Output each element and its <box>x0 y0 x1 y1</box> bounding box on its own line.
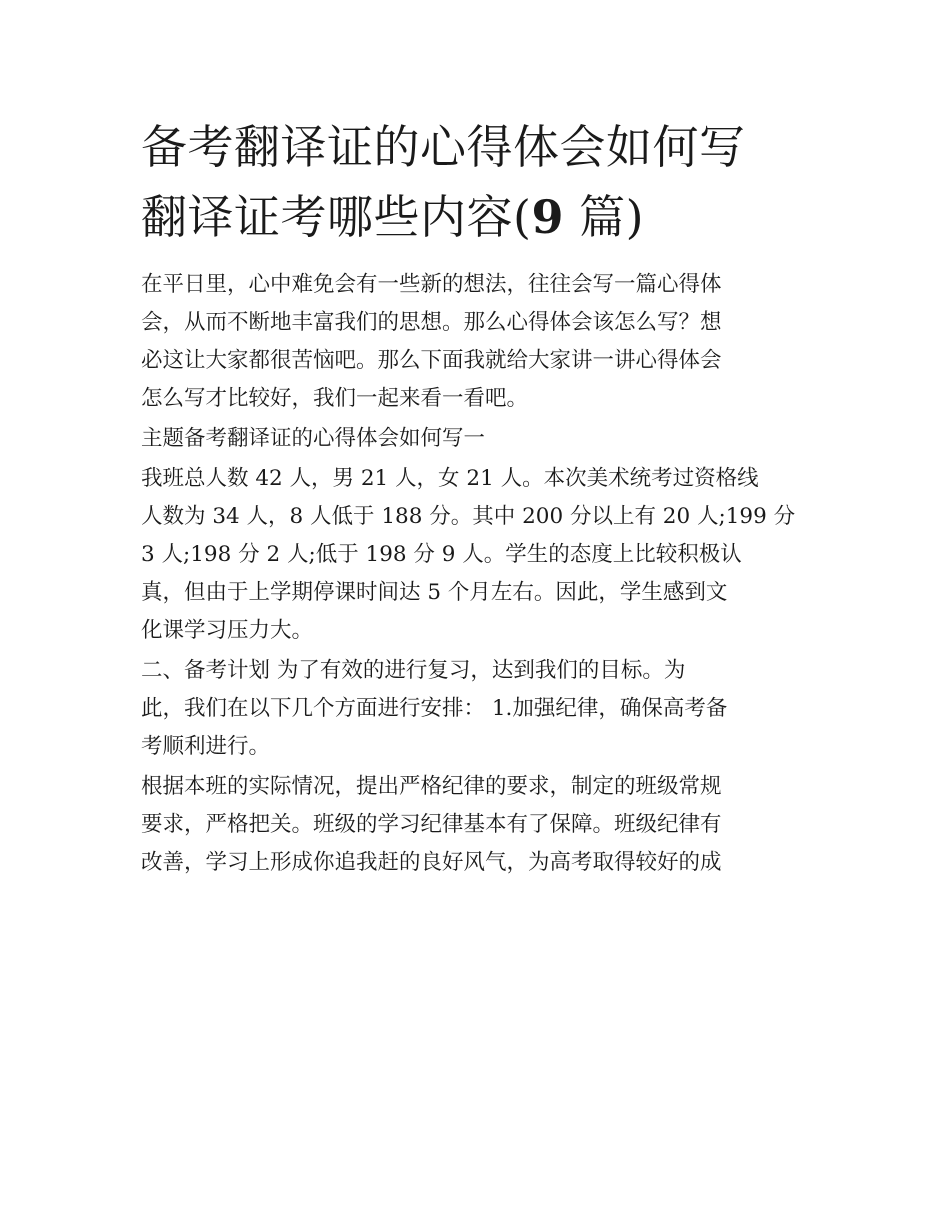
document-body <box>141 266 813 882</box>
title-line-2-suffix: 篇) <box>563 190 645 244</box>
paragraph-line: 二、备考计划 为了有效的进行复习，达到我们的目标。为 <box>141 658 686 683</box>
paragraph-prep-plan <box>141 652 813 766</box>
title-line-1: 备考翻译证的心得体会如何写 <box>141 120 746 174</box>
paragraph-line: 怎么写才比较好，我们一起来看一看吧。 <box>141 386 529 411</box>
paragraph-line: 在平日里，心中难免会有一些新的想法，往往会写一篇心得体 <box>141 272 722 297</box>
paragraph-discipline <box>141 768 813 882</box>
title-article-count: 9 <box>531 190 564 244</box>
paragraph-class-stats <box>141 460 813 650</box>
paragraph-line: 人数为 34 人，8 人低于 188 分。其中 200 分以上有 20 人;199 分 <box>141 504 796 529</box>
paragraph-line: 我班总人数 42 人，男 21 人，女 21 人。本次美术统考过资格线 <box>141 466 759 491</box>
paragraph-line: 会，从而不断地丰富我们的思想。那么心得体会该怎么写？想 <box>141 310 722 335</box>
paragraph-line: 真，但由于上学期停课时间达 5 个月左右。因此，学生感到文 <box>141 580 728 605</box>
paragraph-line: 改善，学习上形成你追我赶的良好风气，为高考取得较好的成 <box>141 850 722 875</box>
paragraph-line: 考顺利进行。 <box>141 734 271 759</box>
paragraph-line: 此，我们在以下几个方面进行安排： 1.加强纪律，确保高考备 <box>141 696 728 721</box>
title-line-2-text: 翻译证考哪些内容( <box>141 190 532 244</box>
document-page <box>141 112 813 884</box>
title-line-2 <box>141 182 813 252</box>
paragraph-line: 要求，严格把关。班级的学习纪律基本有了保障。班级纪律有 <box>141 812 722 837</box>
paragraph-line: 主题备考翻译证的心得体会如何写一 <box>141 426 486 451</box>
paragraph-topic-heading <box>141 420 813 458</box>
document-title <box>141 112 813 252</box>
paragraph-line: 必这让大家都很苦恼吧。那么下面我就给大家讲一讲心得体会 <box>141 348 722 373</box>
paragraph-line: 化课学习压力大。 <box>141 618 314 643</box>
paragraph-line: 根据本班的实际情况，提出严格纪律的要求，制定的班级常规 <box>141 774 722 799</box>
paragraph-line: 3 人;198 分 2 人;低于 198 分 9 人。学生的态度上比较积极认 <box>141 542 742 567</box>
paragraph-intro <box>141 266 813 418</box>
